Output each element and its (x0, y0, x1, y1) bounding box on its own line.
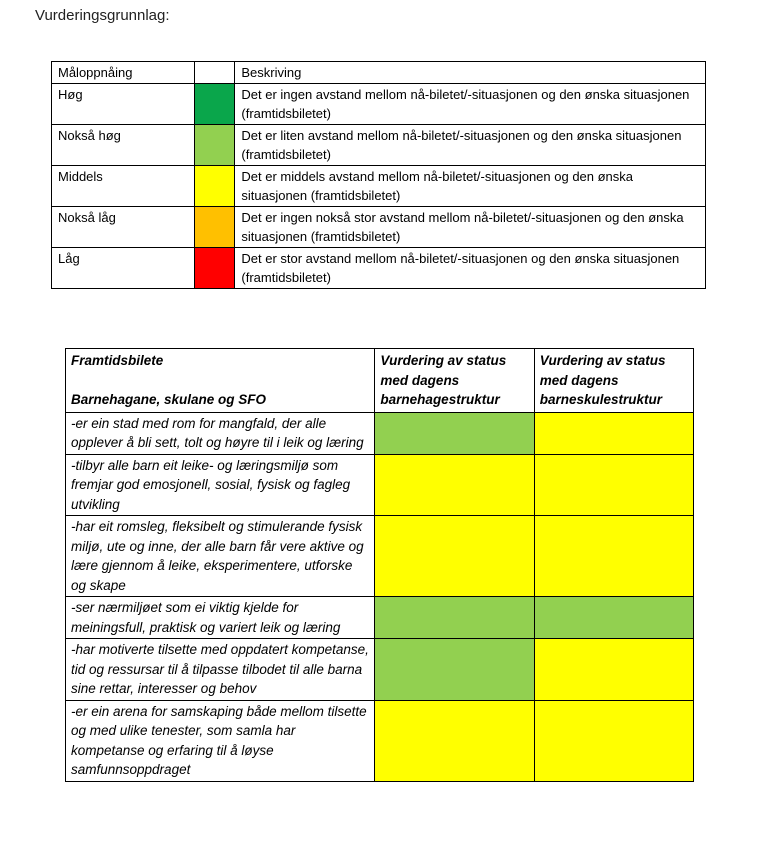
legend-header-description: Beskriving (235, 62, 706, 84)
assessment-header-school: Vurdering av status med dagens barneskulestruktur (534, 349, 693, 413)
assessment-table (65, 348, 694, 782)
kindergarten-status-cell (375, 454, 534, 516)
legend-row (52, 166, 706, 207)
legend-row (52, 125, 706, 166)
kindergarten-status-cell (375, 412, 534, 454)
school-status-cell (534, 412, 693, 454)
assessment-row (66, 412, 694, 454)
legend-description: Det er ingen nokså stor avstand mellom nå-biletet/-situasjonen og den ønska situasjonen (framtidsbiletet) (235, 207, 706, 248)
header-vision-subtitle: Barnehagane, skulane og SFO (71, 392, 267, 407)
legend-header-color (194, 62, 235, 84)
legend-description: Det er stor avstand mellom nå-biletet/-situasjonen og den ønska situasjonen (framtidsbiletet) (235, 248, 706, 289)
kindergarten-status-cell (375, 597, 534, 639)
school-status-cell (534, 639, 693, 701)
legend-description: Det er ingen avstand mellom nå-biletet/-situasjonen og den ønska situasjonen (framtidsbiletet) (235, 84, 706, 125)
school-status-cell (534, 597, 693, 639)
legend-row (52, 84, 706, 125)
legend-row (52, 207, 706, 248)
assessment-row (66, 454, 694, 516)
legend-color-swatch (194, 248, 235, 289)
legend-level: Middels (52, 166, 195, 207)
school-status-cell (534, 700, 693, 781)
page-heading: Vurderingsgrunnlag: (35, 7, 170, 24)
legend-color-swatch (194, 84, 235, 125)
assessment-row (66, 700, 694, 781)
legend-description: Det er middels avstand mellom nå-biletet/-situasjonen og den ønska situasjonen (framtidsbiletet) (235, 166, 706, 207)
assessment-statement: -er ein stad med rom for mangfald, der alle opplever å bli sett, tolt og høyre til i leik og læring (66, 412, 375, 454)
assessment-statement: -tilbyr alle barn eit leike- og læringsmiljø som fremjar god emosjonell, sosial, fysisk og fagleg utvikling (66, 454, 375, 516)
kindergarten-status-cell (375, 516, 534, 597)
assessment-row (66, 639, 694, 701)
legend-row (52, 248, 706, 289)
school-status-cell (534, 516, 693, 597)
assessment-header-row (66, 349, 694, 413)
legend-color-swatch (194, 125, 235, 166)
assessment-header-kindergarten: Vurdering av status med dagens barnehagestruktur (375, 349, 534, 413)
legend-header-row (52, 62, 706, 84)
kindergarten-status-cell (375, 700, 534, 781)
assessment-statement: -har motiverte tilsette med oppdatert kompetanse, tid og ressursar til å tilpasse tilbodet til alle barna sine rettar, interesser og behov (66, 639, 375, 701)
assessment-statement: -har eit romsleg, fleksibelt og stimulerande fysisk miljø, ute og inne, der alle barn får vere aktive og lære gjennom å leike, eksperimentere, utforske og skape (66, 516, 375, 597)
legend-level: Høg (52, 84, 195, 125)
assessment-header-vision (66, 349, 375, 413)
legend-header-level: Måloppnåing (52, 62, 195, 84)
assessment-row (66, 597, 694, 639)
assessment-row (66, 516, 694, 597)
legend-color-swatch (194, 207, 235, 248)
kindergarten-status-cell (375, 639, 534, 701)
legend-color-swatch (194, 166, 235, 207)
legend-table (51, 61, 706, 289)
header-vision-title: Framtidsbilete (71, 353, 164, 368)
legend-level: Nokså låg (52, 207, 195, 248)
legend-description: Det er liten avstand mellom nå-biletet/-situasjonen og den ønska situasjonen (framtidsbiletet) (235, 125, 706, 166)
assessment-statement: -er ein arena for samskaping både mellom tilsette og med ulike tenester, som samla har kompetanse og erfaring til å løyse samfunnsoppdraget (66, 700, 375, 781)
legend-level: Nokså høg (52, 125, 195, 166)
assessment-statement: -ser nærmiljøet som ei viktig kjelde for meiningsfull, praktisk og variert leik og læring (66, 597, 375, 639)
school-status-cell (534, 454, 693, 516)
legend-level: Låg (52, 248, 195, 289)
